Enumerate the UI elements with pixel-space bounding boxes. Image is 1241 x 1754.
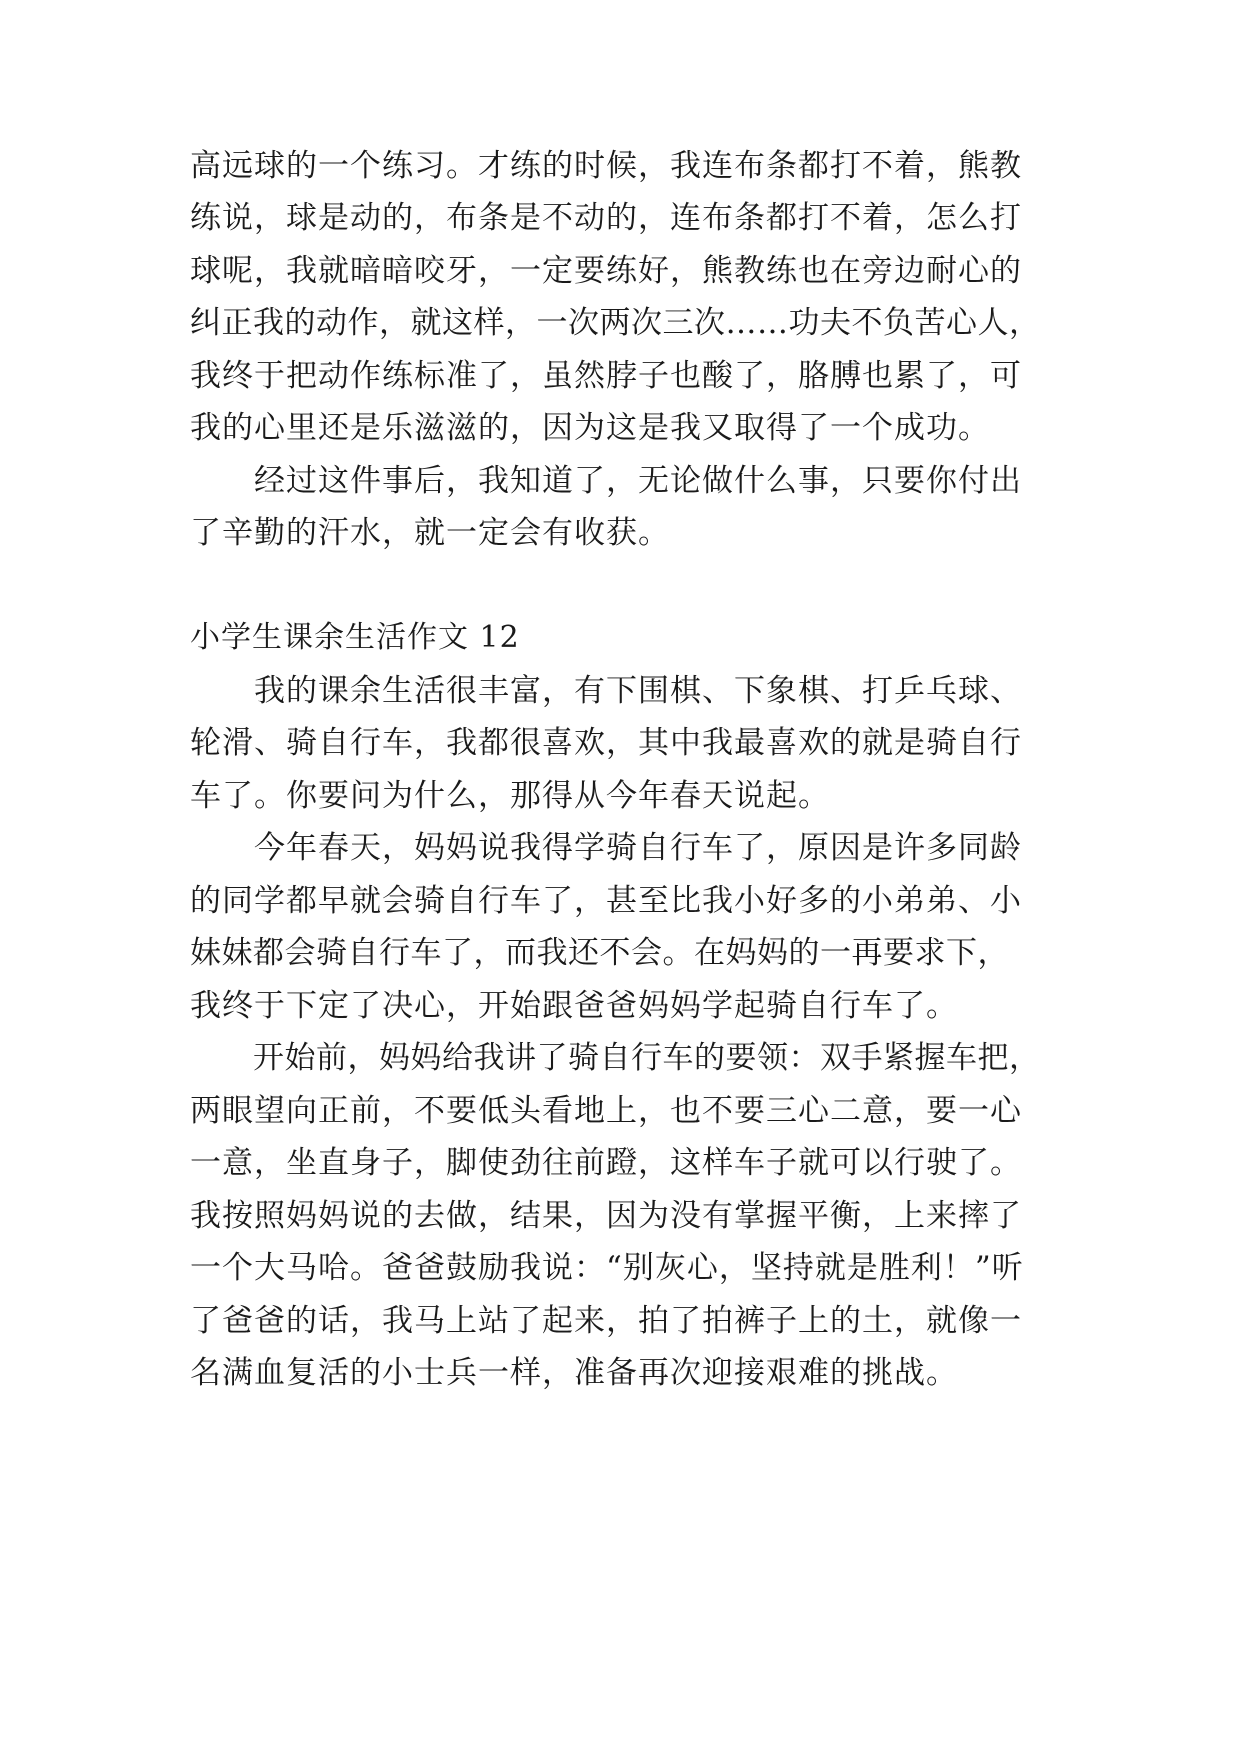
paragraph-line: 我终于把动作练标准了，虽然脖子也酸了，胳膊也累了，可 — [190, 358, 1022, 394]
paragraph-line: 了辛勤的汗水，就一定会有收获。 — [190, 515, 670, 551]
paragraph-line: 纠正我的动作，就这样，一次两次三次……功夫不负苦心人， — [190, 305, 1041, 341]
paragraph-line: 我的心里还是乐滋滋的，因为这是我又取得了一个成功。 — [190, 410, 990, 446]
paragraph-line: 我按照妈妈说的去做，结果，因为没有掌握平衡，上来摔了 — [190, 1198, 1022, 1234]
paragraph-line: 开始前，妈妈给我讲了骑自行车的要领：双手紧握车把， — [190, 1040, 1041, 1076]
paragraph-line: 轮滑、骑自行车，我都很喜欢，其中我最喜欢的就是骑自行 — [190, 725, 1022, 761]
paragraph-line: 妹妹都会骑自行车了，而我还不会。在妈妈的一再要求下， — [190, 935, 1009, 971]
paragraph-line: 一个大马哈。爸爸鼓励我说：“别灰心，坚持就是胜利！”听 — [190, 1250, 1024, 1286]
paragraph-line: 今年春天，妈妈说我得学骑自行车了，原因是许多同龄 — [190, 830, 1022, 866]
essay-title: 小学生课余生活作文 12 — [190, 620, 520, 655]
paragraph-line: 车了。你要问为什么，那得从今年春天说起。 — [190, 778, 830, 814]
paragraph-line: 了爸爸的话，我马上站了起来，拍了拍裤子上的土，就像一 — [190, 1303, 1022, 1339]
paragraph-line: 练说，球是动的，布条是不动的，连布条都打不着，怎么打 — [190, 200, 1022, 236]
paragraph-line: 我的课余生活很丰富，有下围棋、下象棋、打乒乓球、 — [190, 673, 1022, 709]
paragraph-line: 球呢，我就暗暗咬牙，一定要练好，熊教练也在旁边耐心的 — [190, 253, 1022, 289]
paragraph-line: 我终于下定了决心，开始跟爸爸妈妈学起骑自行车了。 — [190, 988, 958, 1024]
paragraph-line: 名满血复活的小士兵一样，准备再次迎接艰难的挑战。 — [190, 1355, 958, 1391]
paragraph-line: 的同学都早就会骑自行车了，甚至比我小好多的小弟弟、小 — [190, 883, 1022, 919]
paragraph-line: 高远球的一个练习。才练的时候，我连布条都打不着，熊教 — [190, 148, 1022, 184]
paragraph-line: 经过这件事后，我知道了，无论做什么事，只要你付出 — [190, 463, 1022, 499]
paragraph-line: 两眼望向正前，不要低头看地上，也不要三心二意，要一心 — [190, 1093, 1022, 1129]
paragraph-line: 一意，坐直身子，脚使劲往前蹬，这样车子就可以行驶了。 — [190, 1145, 1022, 1181]
